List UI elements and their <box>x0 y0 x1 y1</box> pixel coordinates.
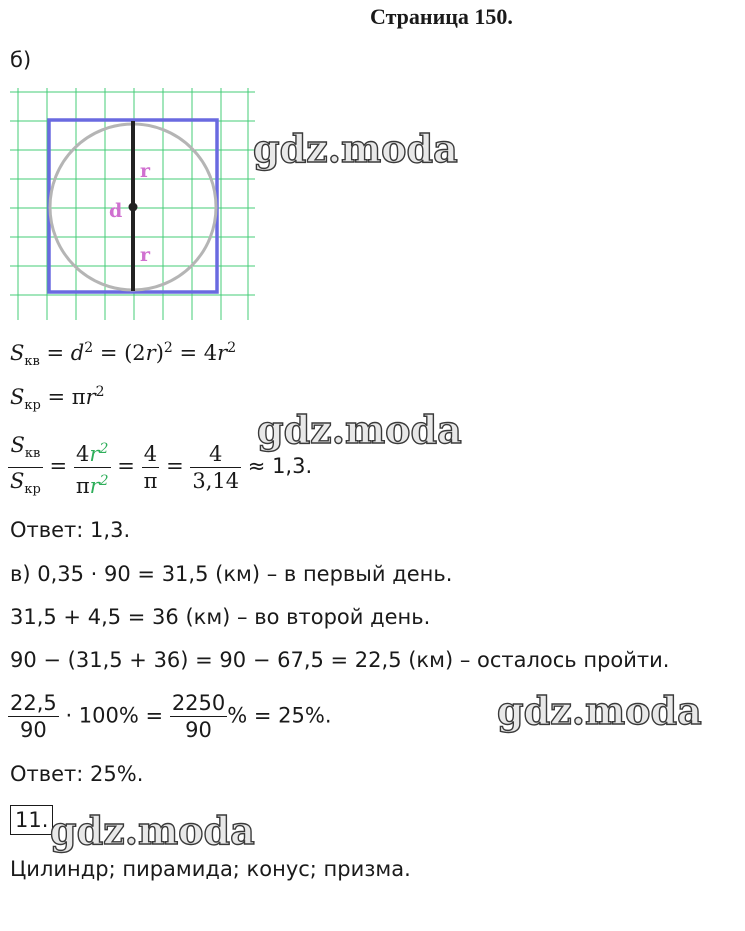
task-number-11: 11. <box>10 805 53 835</box>
watermark: gdz.moda <box>497 688 702 733</box>
watermark: gdz.moda <box>253 126 458 171</box>
ratio-fraction-2: $\frac{4r^2}{\pi r^2}$ <box>74 436 111 499</box>
ratio-fraction-4: $\frac{4}{3,14}$ <box>192 442 240 494</box>
part-v-line-2: 31,5 + 4,5 = 36 (км) – во второй день. <box>10 605 431 629</box>
part-b-label: б) <box>10 48 32 72</box>
center-point <box>129 203 138 212</box>
watermark: gdz.moda <box>257 407 462 452</box>
r-label-bottom: r <box>140 244 151 266</box>
r-label-top: r <box>140 160 151 182</box>
watermark: gdz.moda <box>50 808 255 853</box>
part-v-line-1: в) 0,35 · 90 = 31,5 (км) – в первый день. <box>10 562 453 586</box>
part-v-line-3: 90 − (31,5 + 36) = 90 − 67,5 = 22,5 (км) – осталось пройти. <box>10 648 670 672</box>
answer-b: Ответ: 1,3. <box>10 518 131 542</box>
task-11-answer: Цилиндр; пирамида; конус; призма. <box>10 857 411 881</box>
page-title: Страница 150. <box>370 4 513 29</box>
percent-fraction-2: $\frac{2250}{90}$ <box>171 691 226 742</box>
d-label: d <box>109 200 123 222</box>
equation-square-area: $S_{кв} = d^2 = (2r)^2 = 4r^2$ <box>10 340 237 370</box>
percent-equation: $\frac{22,5}{90}$ · 100% = $\frac{2250}{90}$ % = 25%. <box>10 691 332 742</box>
equation-ratio: $\frac{S_{кв}}{S_{кр}}$ = $\frac{4r^2}{\pi r^2}$ = $\frac{4}{\pi}$ = $\frac{4}{3,14}$ ≈ 1,3. <box>8 432 312 503</box>
ratio-fraction: $\frac{S_{кв}}{S_{кр}}$ <box>10 433 41 498</box>
equation-circle-area: $S_{кр} = \pi r^2$ <box>10 384 105 414</box>
circle-in-square-figure <box>10 88 255 323</box>
percent-fraction-1: $\frac{22,5}{90}$ <box>10 691 57 742</box>
answer-v: Ответ: 25%. <box>10 762 144 786</box>
ratio-fraction-3: $\frac{4}{\pi}$ <box>143 442 158 494</box>
